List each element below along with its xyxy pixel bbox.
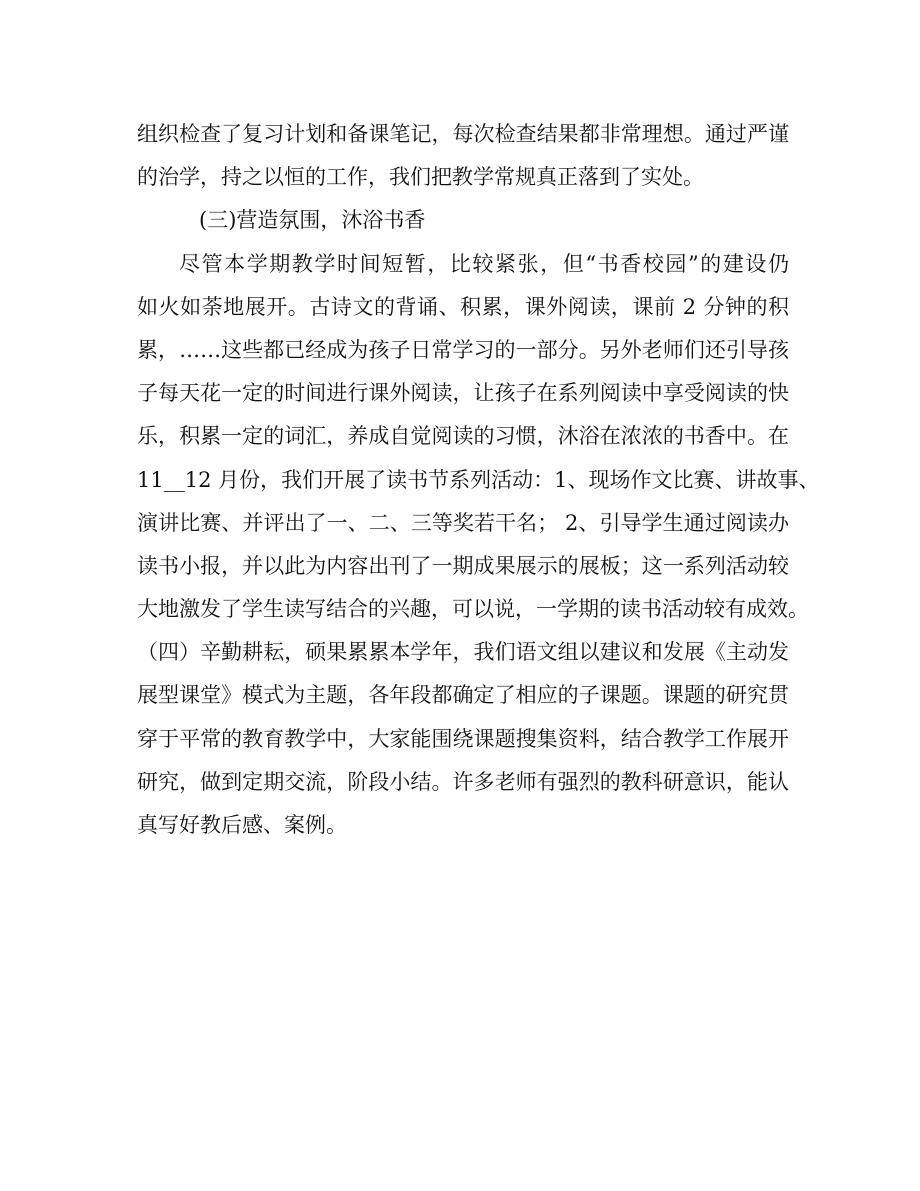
section-heading-3: (三)营造氛围，沐浴书香 [199, 208, 426, 233]
text-line-6: 累，……这些都已经成为孩子日常学习的一部分。另外老师们还引导孩 [137, 337, 789, 362]
text-line-1: 组织检查了复习计划和备课笔记，每次检查结果都非常理想。通过严谨 [137, 122, 789, 146]
text-line-12: 大地激发了学生读写结合的兴趣，可以说，一学期的读书活动较有成效。 [137, 597, 809, 622]
text-line-5: 如火如荼地展开。古诗文的背诵、积累，课外阅读，课前 2 分钟的积 [137, 294, 789, 319]
document-body [137, 113, 820, 847]
text-line-17: 真写好教后感、案例。 [137, 813, 347, 837]
text-line-15: 穿于平常的教育教学中，大家能围绕课题搜集资料，结合教学工作展开 [137, 726, 789, 751]
text-line-7: 子每天花一定的时间进行课外阅读，让孩子在系列阅读中享受阅读的快 [137, 381, 789, 406]
text-line-9: 11__12 月份，我们开展了读书节系列活动：1、现场作文比赛、讲故事、 [137, 467, 820, 492]
text-line-11: 读书小报，并以此为内容出刊了一期成果展示的展板；这一系列活动较 [137, 553, 789, 578]
section-heading-4-line: （四）辛勤耕耘，硕果累累本学年，我们语文组以建议和发展《主动发 [137, 640, 789, 665]
text-line-2: 的治学，持之以恒的工作，我们把教学常规真正落到了实处。 [137, 165, 704, 190]
text-line-16: 研究，做到定期交流，阶段小结。许多老师有强烈的教科研意识，能认 [137, 769, 789, 794]
text-line-8: 乐，积累一定的词汇，养成自觉阅读的习惯，沐浴在浓浓的书香中。在 [137, 424, 789, 449]
text-line-10: 演讲比赛、并评出了一、二、三等奖若干名； 2、引导学生通过阅读办 [137, 510, 789, 535]
text-line-14: 展型课堂》模式为主题，各年段都确定了相应的子课题。课题的研究贯 [137, 683, 789, 708]
text-line-4: 尽管本学期教学时间短暂，比较紧张，但“书香校园”的建设仍 [179, 251, 789, 276]
